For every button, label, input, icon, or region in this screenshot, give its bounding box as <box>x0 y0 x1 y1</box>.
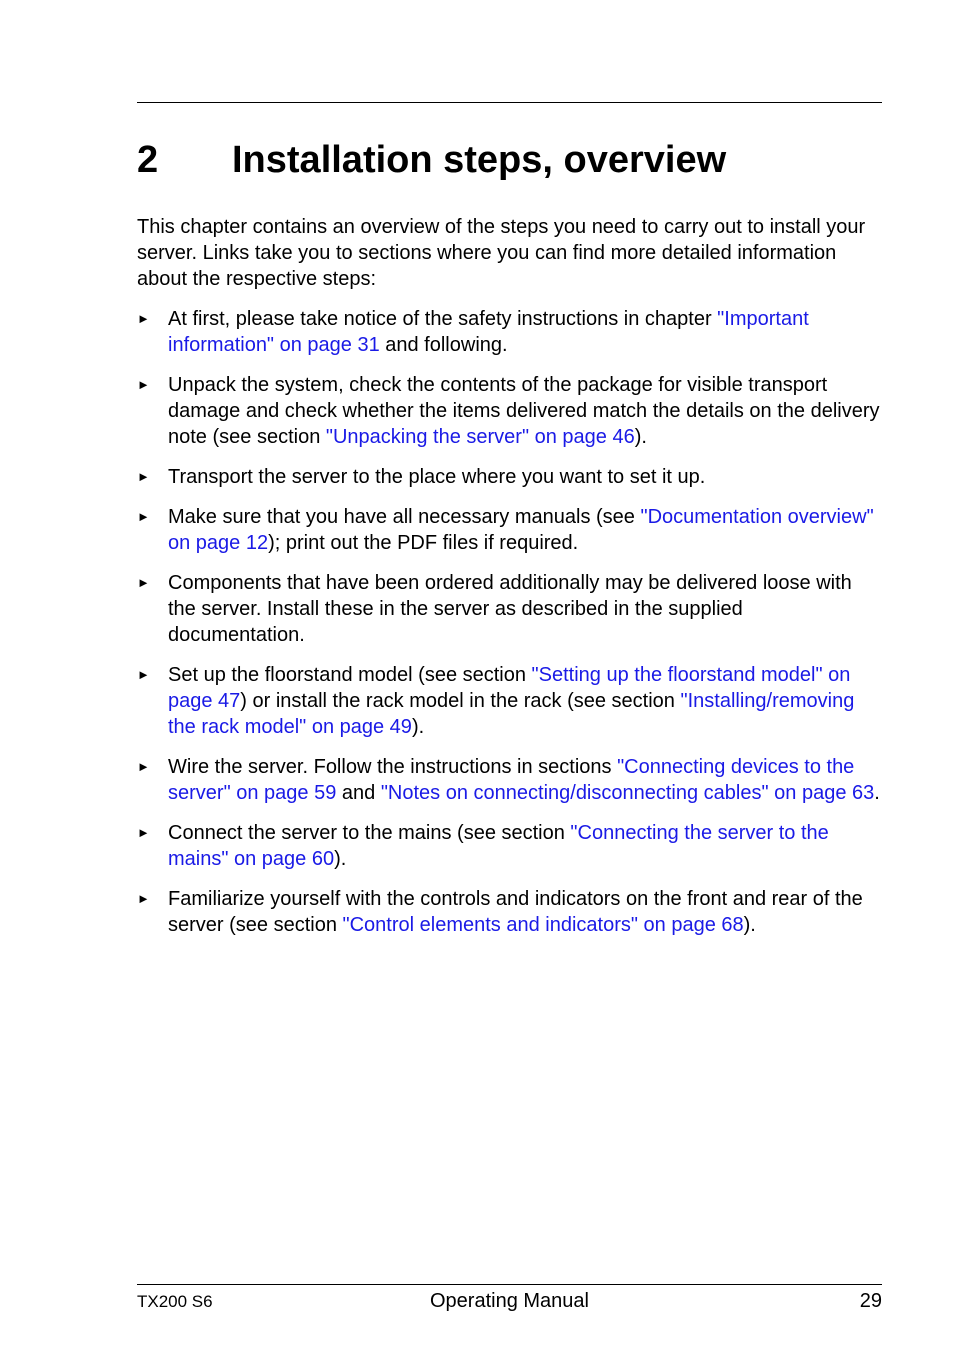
step-item <box>137 504 882 556</box>
footer-rule <box>137 1284 882 1285</box>
step-item <box>137 820 882 872</box>
link-notes-on-cables[interactable]: "Notes on connecting/disconnecting cables" on page 63 <box>380 782 875 804</box>
step-text: and following. <box>379 334 508 356</box>
step-text: ). <box>743 914 756 936</box>
bullet-arrow-icon: ► <box>137 667 150 682</box>
step-item <box>137 886 882 938</box>
page-footer <box>137 1288 882 1314</box>
step-text: Wire the server. Follow the instructions in sections <box>168 756 618 778</box>
link-control-elements[interactable]: "Control elements and indicators" on page 68 <box>342 914 744 936</box>
steps-list <box>137 306 882 952</box>
step-item <box>137 464 882 490</box>
step-text: Familiarize yourself with the controls and indicators on the front and rear of the server (see section <box>168 888 863 936</box>
step-item <box>137 372 882 450</box>
step-text: ); print out the PDF files if required. <box>268 532 579 554</box>
header-rule <box>137 102 882 103</box>
link-unpacking-the-server[interactable]: "Unpacking the server" on page 46 <box>325 426 635 448</box>
step-item <box>137 662 882 740</box>
chapter-number: 2 <box>137 139 159 181</box>
link-installing-removing-rack-model[interactable]: "Installing/removing the rack model" on page 49 <box>168 690 855 738</box>
step-text: Set up the floorstand model (see section <box>168 664 532 686</box>
link-setting-up-floorstand-model[interactable]: "Setting up the floorstand model" on page 47 <box>168 664 851 712</box>
bullet-arrow-icon: ► <box>137 891 150 906</box>
footer-product: TX200 S6 <box>137 1292 213 1311</box>
bullet-arrow-icon: ► <box>137 759 150 774</box>
link-connecting-devices[interactable]: "Connecting devices to the server" on page 59 <box>168 756 855 804</box>
intro-paragraph: This chapter contains an overview of the steps you need to carry out to install your server. Links take you to sections where you can find more detailed information about the respective steps: <box>137 216 866 290</box>
page-number: 29 <box>859 1290 882 1312</box>
bullet-arrow-icon: ► <box>137 311 150 326</box>
step-text: At first, please take notice of the safety instructions in chapter <box>168 308 718 330</box>
bullet-arrow-icon: ► <box>137 509 150 524</box>
step-text: Make sure that you have all necessary manuals (see <box>168 506 641 528</box>
step-text: ). <box>334 848 347 870</box>
step-item <box>137 306 882 358</box>
link-important-information[interactable]: "Important information" on page 31 <box>168 308 809 356</box>
link-documentation-overview[interactable]: "Documentation overview" on page 12 <box>168 506 874 554</box>
bullet-arrow-icon: ► <box>137 469 150 484</box>
step-text: Components that have been ordered additionally may be delivered loose with the server. Install these in the server as described in the supplied documentation. <box>168 572 852 646</box>
step-item <box>137 754 882 806</box>
step-text: and <box>336 782 381 804</box>
step-text: Transport the server to the place where you want to set it up. <box>168 466 706 488</box>
bullet-arrow-icon: ► <box>137 825 150 840</box>
step-text: ). <box>634 426 647 448</box>
bullet-arrow-icon: ► <box>137 377 150 392</box>
footer-manual-title: Operating Manual <box>430 1290 589 1312</box>
step-text: ) or install the rack model in the rack (see section <box>240 690 681 712</box>
step-item <box>137 570 882 648</box>
link-connecting-to-mains[interactable]: "Connecting the server to the mains" on page 60 <box>168 822 829 870</box>
step-text: ). <box>411 716 425 738</box>
bullet-arrow-icon: ► <box>137 575 150 590</box>
chapter-title: Installation steps, overview <box>232 139 727 181</box>
step-text: Connect the server to the mains (see section <box>168 822 571 844</box>
step-text: . <box>874 782 880 804</box>
chapter-heading <box>137 136 726 184</box>
step-text: Unpack the system, check the contents of the package for visible transport damage and check whether the items delivered match the details on the delivery note (see section <box>168 374 880 448</box>
